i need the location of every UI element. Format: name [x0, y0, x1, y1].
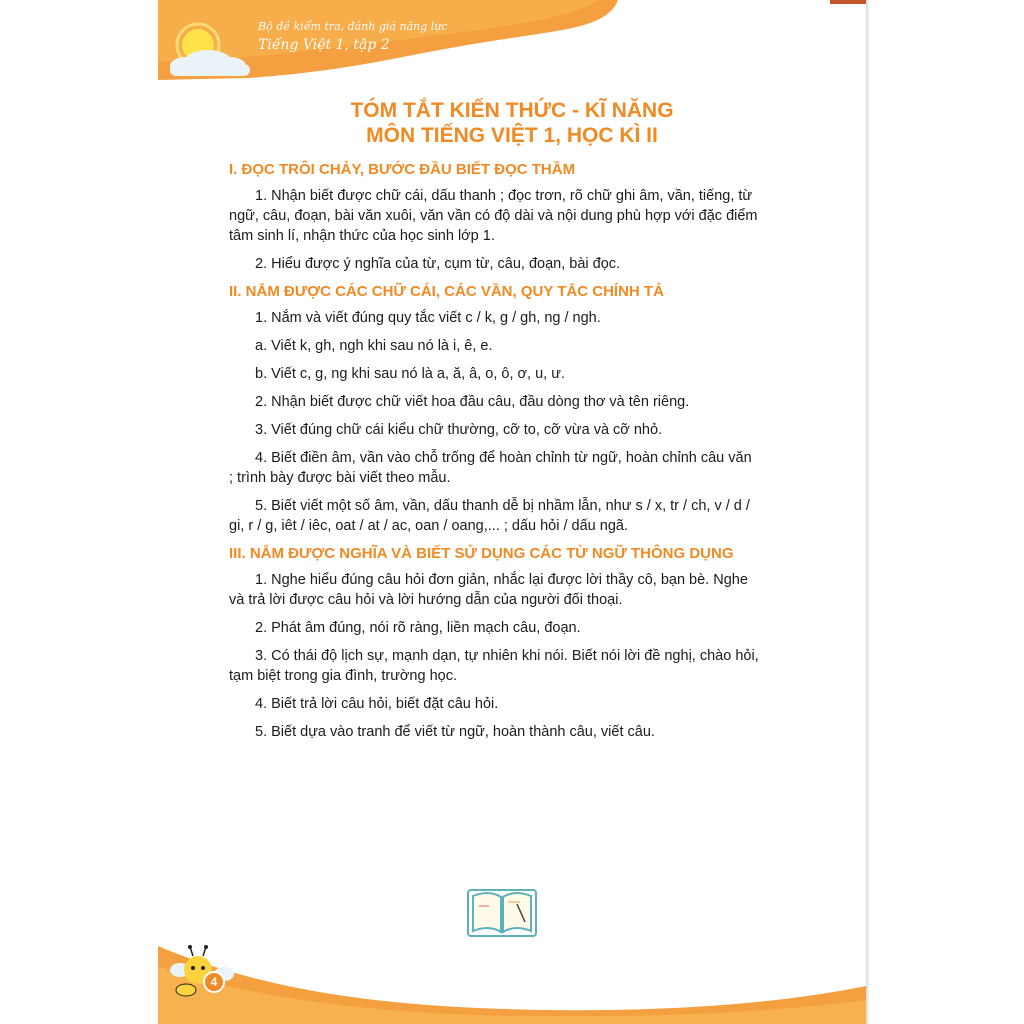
section-heading: I. ĐỌC TRÔI CHẢY, BƯỚC ĐẦU BIẾT ĐỌC THẦM [229, 161, 576, 178]
corner-strip [830, 0, 866, 4]
page-title-line-2: MÔN TIẾNG VIỆT 1, HỌC KÌ II [366, 124, 658, 147]
series-title: Bộ đề kiểm tra, đánh giá năng lực [258, 20, 448, 33]
open-book-icon [467, 886, 537, 938]
section [229, 544, 759, 742]
list-item: b. Viết c, g, ng khi sau nó là a, ă, â, o, ô, ơ, u, ư. [255, 366, 565, 382]
list-item: 1. Nhận biết được chữ cái, dấu thanh ; đọc trơn, rõ chữ ghi âm, vần, tiếng, từ ngữ, câu, đoạn, bài văn xuôi, văn vần có độ dài và nội dung phù hợp với đặc điểm tâm sinh lí, nhận thức của học sinh lớp 1. [229, 188, 758, 244]
list-item: 4. Biết điền âm, vần vào chỗ trống để hoàn chỉnh từ ngữ, hoàn chỉnh câu văn ; trình bày được bài viết theo mẫu. [229, 450, 752, 486]
list-item: 3. Có thái độ lịch sự, mạnh dạn, tự nhiên khi nói. Biết nói lời đề nghị, chào hỏi, tạm biệt trong gia đình, trường học. [229, 648, 759, 684]
list-item: 1. Nắm và viết đúng quy tắc viết c / k, g / gh, ng / ngh. [255, 310, 601, 326]
page-title-line-1: TÓM TẮT KIẾN THỨC - KĨ NĂNG [350, 99, 674, 122]
list-item: 2. Nhận biết được chữ viết hoa đầu câu, đầu dòng thơ và tên riêng. [255, 394, 690, 410]
section [229, 160, 759, 274]
page-edge [866, 0, 870, 1024]
running-header [258, 20, 448, 54]
list-item: 2. Hiểu được ý nghĩa của từ, cụm từ, câu, đoạn, bài đọc. [255, 256, 621, 272]
page-title [158, 98, 866, 148]
book-page [158, 0, 866, 1024]
list-item: 5. Biết viết một số âm, vần, dấu thanh dễ bị nhầm lẫn, như s / x, tr / ch, v / d / gi, r / g, iêt / iêc, oat / at / ac, oan / oang,... ; dấu hỏi / dấu ngã. [229, 498, 750, 534]
section [229, 282, 759, 536]
section-heading: II. NẮM ĐƯỢC CÁC CHỮ CÁI, CÁC VẦN, QUY TẮC CHÍNH TẢ [229, 283, 664, 300]
list-item: 1. Nghe hiểu đúng câu hỏi đơn giản, nhắc lại được lời thầy cô, bạn bè. Nghe và trả lời được câu hỏi và lời hướng dẫn của người đối thoại. [229, 572, 748, 608]
footer-band [158, 936, 866, 1024]
page-number: 4 [210, 975, 218, 989]
section-heading: III. NẮM ĐƯỢC NGHĨA VÀ BIẾT SỬ DỤNG CÁC TỪ NGỮ THÔNG DỤNG [229, 545, 734, 562]
list-item: 4. Biết trả lời câu hỏi, biết đặt câu hỏi. [255, 696, 499, 712]
list-item: a. Viết k, gh, ngh khi sau nó là i, ê, e. [255, 338, 493, 354]
list-item: 2. Phát âm đúng, nói rõ ràng, liền mạch câu, đoạn. [255, 620, 581, 636]
list-item: 5. Biết dựa vào tranh để viết từ ngữ, hoàn thành câu, viết câu. [255, 724, 655, 740]
content-body [229, 160, 759, 750]
book-title: Tiếng Việt 1, tập 2 [258, 37, 390, 54]
list-item: 3. Viết đúng chữ cái kiểu chữ thường, cỡ to, cỡ vừa và cỡ nhỏ. [255, 422, 663, 438]
